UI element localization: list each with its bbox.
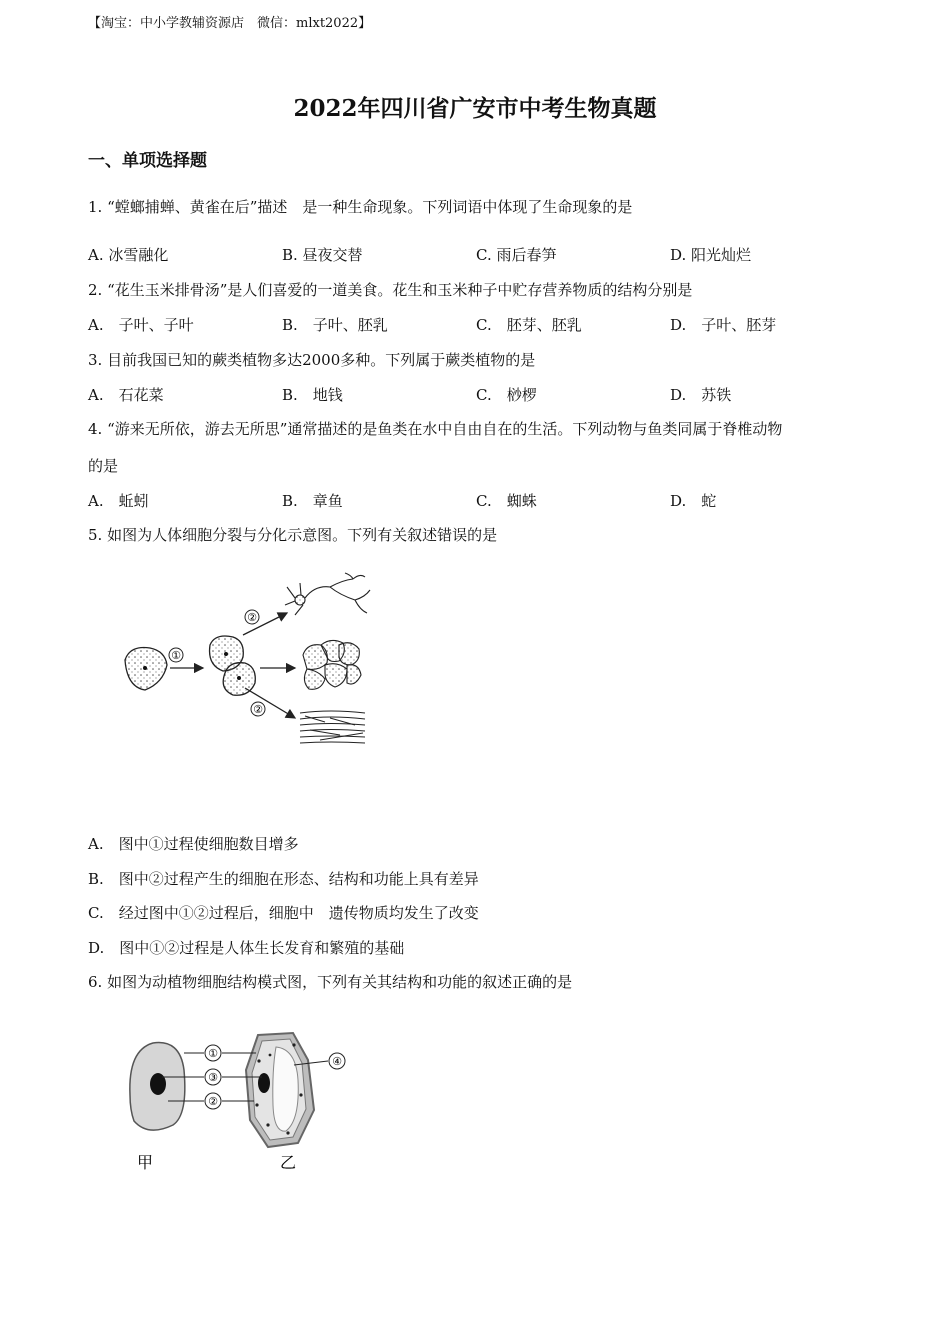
epithelial-tissue: [303, 640, 361, 689]
question-2-option-c: C. 胚芽、胚乳: [476, 316, 582, 334]
question-5-option-a: A. 图中①过程使细胞数目增多: [88, 835, 299, 853]
question-4-option-b: B. 章鱼: [282, 492, 343, 510]
question-1-stem: 1. “螳螂捕蝉、黄雀在后”描述 是一种生命现象。下列词语中体现了生命现象的是: [88, 198, 633, 216]
question-1-option-d: D. 阳光灿烂: [670, 246, 752, 264]
question-4-stem: 4. “游来无所依，游去无所思”通常描述的是鱼类在水中自由自在的生活。下列动物与鱼类同属于脊椎动物: [88, 420, 783, 438]
label-2-up: ②: [247, 611, 257, 624]
question-3-option-a: A. 石花菜: [88, 386, 164, 404]
animal-cell-caption: 甲: [136, 1153, 154, 1172]
label-2-down: ②: [253, 703, 263, 716]
question-1-option-a: A. 冰雪融化: [88, 246, 169, 264]
label-3: ③: [208, 1071, 218, 1084]
label-4: ④: [332, 1055, 342, 1068]
cell-division-diagram: [115, 565, 375, 755]
question-3-option-c: C. 桫椤: [476, 386, 537, 404]
question-4-option-a: A. 蚯蚓: [88, 492, 149, 510]
question-4-option-c: C. 蜘蛛: [476, 492, 537, 510]
question-2-stem: 2. “花生玉米排骨汤”是人们喜爱的一道美食。花生和玉米种子中贮存营养物质的结构分别是: [88, 281, 693, 299]
question-2-option-d: D. 子叶、胚芽: [670, 316, 777, 334]
question-5-option-c: C. 经过图中①②过程后，细胞中 遗传物质均发生了改变: [88, 904, 479, 922]
label-2: ②: [208, 1095, 218, 1108]
neuron-tissue: [285, 573, 370, 615]
cell-structure-diagram: [118, 1025, 358, 1175]
question-1-option-b: B. 昼夜交替: [282, 246, 363, 264]
question-3-stem: 3. 目前我国已知的蕨类植物多达2000多种。下列属于蕨类植物的是: [88, 351, 536, 369]
animal-nucleus: [150, 1073, 166, 1095]
question-2-option-b: B. 子叶、胚乳: [282, 316, 388, 334]
plant-nucleus: [258, 1073, 270, 1093]
question-5-stem: 5. 如图为人体细胞分裂与分化示意图。下列有关叙述错误的是: [88, 526, 498, 544]
question-3-option-d: D. 苏铁: [670, 386, 732, 404]
section-heading: 一、单项选择题: [88, 151, 207, 171]
page-header: 【淘宝：中小学教辅资源店 微信：mlxt2022】: [88, 16, 372, 31]
question-4-stem-continued: 的是: [88, 457, 119, 475]
question-6-stem: 6. 如图为动植物细胞结构模式图，下列有关其结构和功能的叙述正确的是: [88, 973, 573, 991]
question-5-option-b: B. 图中②过程产生的细胞在形态、结构和功能上具有差异: [88, 870, 479, 888]
question-2-option-a: A. 子叶、子叶: [88, 316, 194, 334]
plant-cell-caption: 乙: [279, 1153, 297, 1172]
question-1-option-c: C. 雨后春笋: [476, 246, 557, 264]
question-4-option-d: D. 蛇: [670, 492, 717, 510]
question-5-option-d: D. 图中①②过程是人体生长发育和繁殖的基础: [88, 939, 405, 957]
muscle-tissue: [300, 711, 365, 743]
label-1: ①: [171, 649, 181, 662]
page-title: 2022年四川省广安市中考生物真题: [293, 95, 657, 122]
question-3-option-b: B. 地钱: [282, 386, 343, 404]
label-1: ①: [208, 1047, 218, 1060]
